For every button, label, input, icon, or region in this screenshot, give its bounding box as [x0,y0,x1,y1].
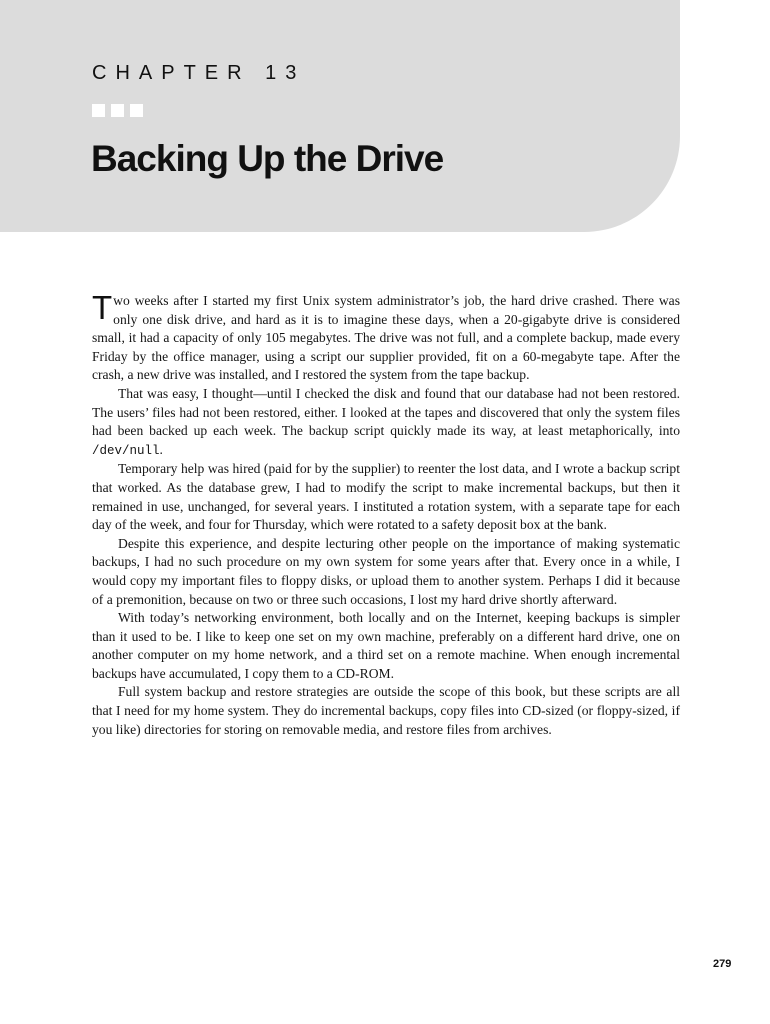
drop-cap: T [92,289,113,326]
paragraph: Despite this experience, and despite lecturing other people on the importance of making systematic backups, I had no such procedure on my own system for some years after that. Every once in a while, I would copy my important files to floppy disks, or upload them to another system. Perhaps I did it because of a premonition, because on two or three such occasions, I lost my hard drive shortly afterward. [92,535,680,607]
paragraph: With today’s networking environment, both locally and on the Internet, keeping backups is simpler than it used to be. I like to keep one set on my own machine, preferably on a different hard drive, one on another computer on my home network, and a third set on a remote machine. When enough incremental backups have accumulated, I copy them to a CD-ROM. [92,610,680,681]
ornament-square [92,104,105,117]
paragraph-text: wo weeks after I started my first Unix system administrator’s job, the hard drive crashed. There was only one disk drive, and hard as it is to imagine these days, when a 20-gigabyte drive is considered small, it had a capacity of only 105 megabytes. The drive was not full, and a complete backup, made every Friday by the office manager, using a script our supplier provided, fit on a 60-megabyte tape. After the crash, a new drive was installed, and I restored the system from the tape backup. [92,293,680,383]
inline-code: /dev/null [92,443,160,458]
chapter-header-band [0,0,680,232]
chapter-title: Backing Up the Drive [91,138,444,179]
paragraph [92,289,680,385]
chapter-ornament [92,104,149,122]
page-number: 279 [713,958,732,970]
paragraph [92,385,680,460]
paragraph: Temporary help was hired (paid for by the supplier) to reenter the lost data, and I wrote a backup script that worked. As the database grew, I had to modify the script to make incremental backups, but then it remained in use, unchanged, for several years. I instituted a rotation system, with a separate tape for each day of the week, and four for Thursday, which were rotated to a safety deposit box at the bank. [92,461,680,533]
paragraph-text: That was easy, I thought—until I checked the disk and found that our database had not been restored. The users’ files had not been restored, either. I looked at the tapes and discovered that only the system files had been backed up each week. The backup script quickly made its way, at least metaphorically, into [92,385,680,439]
paragraph: Full system backup and restore strategies are outside the scope of this book, but these scripts are all that I need for my home system. They do incremental backups, copy files into CD-sized (or floppy-sized, if you like) directories for storing on removable media, and restore files from archives. [92,684,680,737]
ornament-square [130,104,143,117]
paragraph-text: . [159,441,163,457]
ornament-square [111,104,124,117]
chapter-body [92,289,680,739]
chapter-label: CHAPTER 13 [92,62,306,84]
